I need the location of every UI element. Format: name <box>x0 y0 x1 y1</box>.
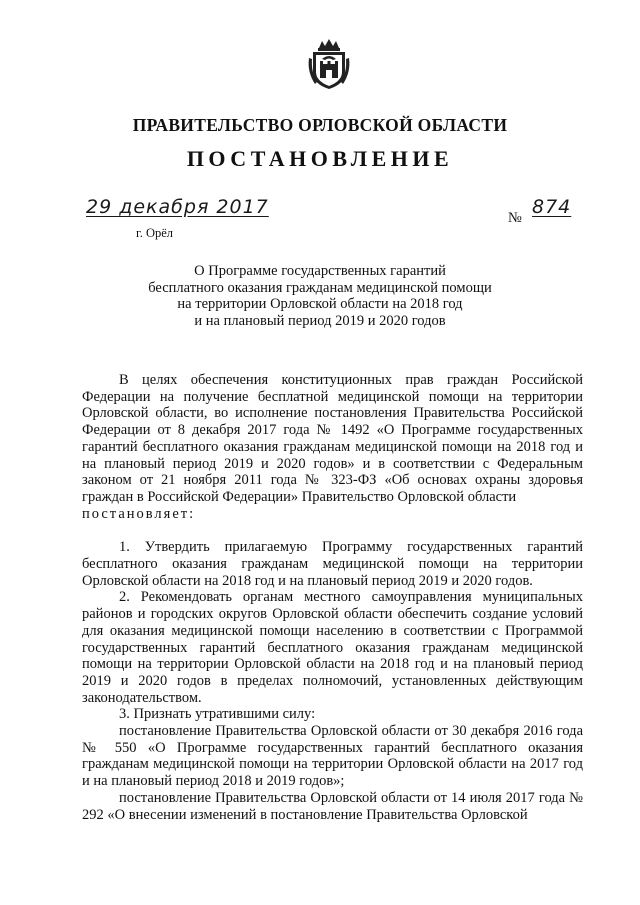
clause-2: 2. Рекомендовать органам местного самоуправления муниципальных районов и городских округов Орловской области обеспечить создание условий для оказания медицинской помощи населению в соответствии с Программой государственных гарантий бесплатного оказания гражданам медицинской помощи на территории Орловской области на 2018 год и на плановый период 2019 и 2020 годов в пределах полномочий, установленных действующим законодательством. <box>82 589 583 706</box>
clause-3: 3. Признать утратившими силу: <box>119 706 316 723</box>
preamble-paragraph: В целях обеспечения конституционных прав граждан Российской Федерации на получение бесплатной медицинской помощи на территории Орловской области, во исполнение постановления Правительства Российской Федерации от 8 декабря 2017 года № 1492 «О Программе государственных гарантий бесплатного оказания гражданам медицинской помощи на 2018 год и на плановый период 2019 и 2020 годов» и в соответствии с Федеральным законом от 21 ноября 2011 года № 323-ФЗ «Об основах охраны здоровья граждан в Российской Федерации» Правительство Орловской области <box>82 372 583 505</box>
subject-line: на территории Орловской области на 2018 год <box>177 296 463 313</box>
number-sign: № <box>508 210 522 226</box>
city-label: г. Орёл <box>136 226 174 240</box>
subject-line: и на плановый период 2019 и 2020 годов <box>194 313 446 330</box>
decree-body <box>82 372 583 823</box>
handwritten-number: 874 <box>532 196 572 218</box>
handwritten-date: 29 декабря 2017 <box>86 196 269 218</box>
clause-3-repealed-act-1: постановление Правительства Орловской области от 30 декабря 2016 года № 550 «О Программе государственных гарантий бесплатного оказания гражданам медицинской помощи на территории Орловской области на 2017 год и на плановый период 2018 и 2019 годов»; <box>82 723 583 790</box>
government-title: ПРАВИТЕЛЬСТВО ОРЛОВСКОЙ ОБЛАСТИ <box>132 115 508 135</box>
decree-subject <box>0 263 640 330</box>
clause-1: 1. Утвердить прилагаемую Программу государственных гарантий бесплатного оказания гражданам медицинской помощи на территории Орловской области на 2018 год и на плановый период 2019 и 2020 годов. <box>82 539 583 589</box>
document-type-heading: ПОСТАНОВЛЕНИЕ <box>186 146 454 171</box>
clause-3-repealed-act-2: постановление Правительства Орловской области от 14 июля 2017 года № 292 «О внесении изменений в постановление Правительства Орловской <box>82 789 583 823</box>
subject-line: бесплатного оказания гражданам медицинской помощи <box>148 279 492 296</box>
subject-line: О Программе государственных гарантий <box>194 263 446 279</box>
resolves-word: постановляет: <box>82 505 196 522</box>
oryol-region-coat-of-arms-icon <box>307 38 351 90</box>
